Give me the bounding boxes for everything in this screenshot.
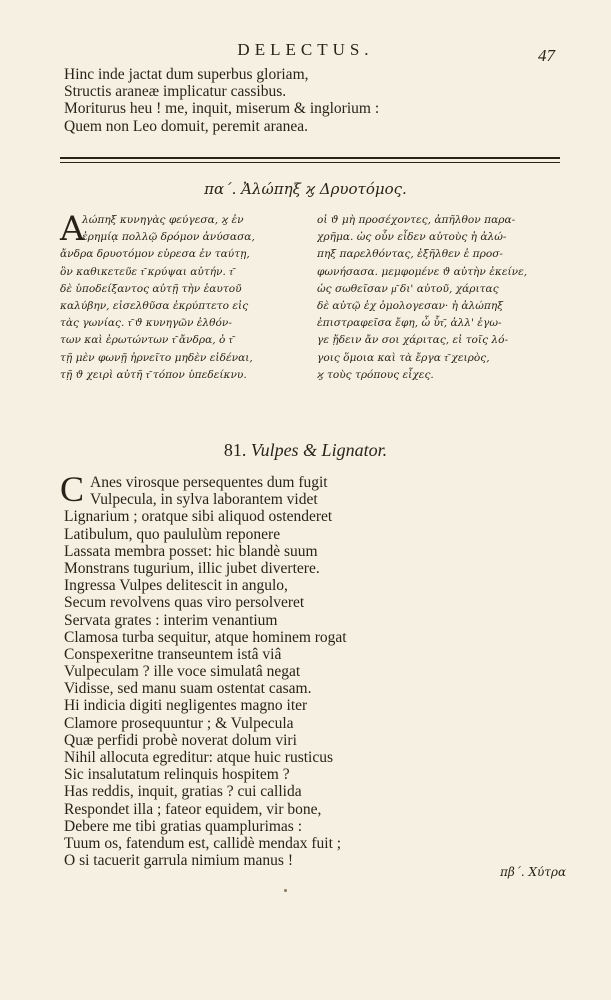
ink-dot (284, 889, 287, 892)
greek-line: ἐρημίᾳ πολλῷ δρόμον ἀνύσασα, (82, 231, 255, 244)
top-verse (64, 66, 379, 135)
verse-line: Moriturus heu ! me, inquit, miserum & inglorium : (64, 100, 380, 118)
greek-line: χρῆμα. ὡς οὖν εἶδεν αὐτοὺς ἡ ἀλώ- (317, 231, 507, 244)
greek-line: ϗ τοὺς τρόπους εἶχες. (317, 368, 434, 381)
verse-line: Clamore prosequuntur ; & Vulpecula (64, 714, 294, 732)
greek-line: τὰς γωνίας. τ͂ ϑ κυνηγῶν ἐλθόν- (60, 317, 232, 330)
latin-fable-heading (0, 440, 611, 461)
greek-line: δὲ αὐτῷ ἐχ ὁμολογεσαν· ἡ ἀλώπηξ (317, 299, 504, 312)
greek-line: δὲ ὑποδείξαντος αὐτῇ τὴν ἑαυτοῦ (60, 282, 242, 295)
verse-line: Clamosa turba sequitur, atque hominem rogat (64, 628, 347, 646)
greek-line: τῇ ϑ χειρὶ αὐτῆ τ͂ τόπον ὑπεδείκνυ. (60, 368, 247, 381)
greek-line: φωνήσασα. μεμφομένε ϑ αὐτὴν ἐκείνε, (317, 265, 528, 278)
greek-line: των καὶ ἐρωτώντων τ͂ ἄνδρα, ὁ τ͂ (60, 334, 233, 347)
greek-dropcap: Α (60, 209, 85, 249)
greek-line: καλύβην, εἰσελθῦσα ἐκρύπτετο εἰς (60, 299, 249, 312)
verse-line: Respondet illa ; fateor equidem, vir bone, (64, 800, 322, 818)
greek-column-left (60, 209, 300, 384)
verse-line: Lassata membra posset: hic blandè suum (64, 542, 318, 560)
page-number: 47 (538, 46, 555, 65)
latin-dropcap: C (60, 469, 85, 509)
verse-line: Sic insalutatum relinquis hospitem ? (64, 766, 290, 784)
verse-line: Latibulum, quo paululùm reponere (64, 525, 281, 543)
verse-line: Debere me tibi gratias quamplurimas : (64, 817, 303, 835)
verse-line: Vulpecula, in sylva laborantem videt (90, 491, 318, 509)
fable-title: Vulpes & Lignator. (250, 440, 388, 460)
verse-line: Conspexeritne transeuntem istâ viâ (64, 645, 282, 663)
fable-number: 81. (223, 440, 247, 460)
verse-line: Has reddis, inquit, gratias ? cui callida (64, 783, 302, 801)
greek-line: γοις ὅμοια καὶ τὰ ἔργα τ͂ χειρὸς, (317, 351, 490, 364)
greek-line: λώπηξ κυνηγὰς φεύγεσα, ϗ ἐν (82, 214, 244, 226)
verse-line: Nihil allocuta egreditur: atque huic rusticus (64, 749, 334, 766)
greek-line: τῇ μὲν φωνῇ ἠρνεῖτο μηδὲν εἰδέναι, (60, 351, 253, 364)
verse-line: Hinc inde jactat dum superbus gloriam, (64, 66, 309, 83)
verse-line: Tuum os, fatendum est, callidè mendax fuit ; (64, 834, 342, 852)
verse-line: Structis araneæ implicatur cassibus. (64, 83, 287, 101)
greek-line: ὡς σωθεῖσαν μ͂ δι' αὐτοῦ, χάριτας (317, 282, 499, 295)
greek-line: πηξ παρελθόντας, ἐξῆλθεν ἐ προσ- (317, 248, 504, 261)
catchword: πβ΄. Χύτρα (500, 865, 567, 879)
verse-line: Vidisse, sed manu suam ostentat casam. (64, 680, 312, 698)
verse-line: Anes virosque persequentes dum fugit (90, 474, 328, 491)
verse-line: Quæ perfidi probè noverat dolum viri (64, 731, 297, 749)
latin-verse (64, 474, 347, 869)
divider-rule-thick (60, 157, 560, 159)
verse-line: Servata grates : interim venantium (64, 611, 278, 629)
greek-line: ὃν καθικετεῦε τ͂ κρύψαι αὐτήν. τ͂ (60, 265, 234, 278)
greek-column-right (317, 212, 557, 384)
greek-line: οἱ ϑ μὴ προσέχοντες, ἀπῆλθον παρα- (317, 214, 516, 226)
verse-line: O si tacuerit garrula nimium manus ! (64, 852, 293, 870)
verse-line: Ingressa Vulpes delitescit in angulo, (64, 577, 288, 595)
verse-line: Hi indicia digiti negligentes magno iter (64, 697, 308, 715)
greek-fable-title: πα΄. Ἀλώπηξ ϗ Δρυοτόμος. (204, 180, 407, 198)
running-header: DELECTUS. (237, 40, 374, 59)
verse-line: Vulpeculam ? ille voce simulatâ negat (64, 663, 301, 681)
verse-line: Lignarium ; oratque sibi aliquod ostenderet (64, 508, 333, 526)
divider-rule-thin (60, 162, 560, 163)
verse-line: Quem non Leo domuit, peremit aranea. (64, 117, 309, 135)
greek-line: γε ᾔδειν ἄν σοι χάριτας, εἰ τοῖς λό- (317, 334, 509, 347)
verse-line: Monstrans tugurium, illic jubet divertere. (64, 559, 320, 577)
greek-line: ἐπιστραφεῖσα ἔφη, ὦ ὗτ͂, ἀλλ' ἐγω- (317, 317, 502, 330)
verse-line: Secum revolvens quas viro persolveret (64, 594, 305, 612)
greek-line: ἄνδρα δρυοτόμον εὑρεσα ἐν ταύτῃ, (60, 248, 250, 261)
